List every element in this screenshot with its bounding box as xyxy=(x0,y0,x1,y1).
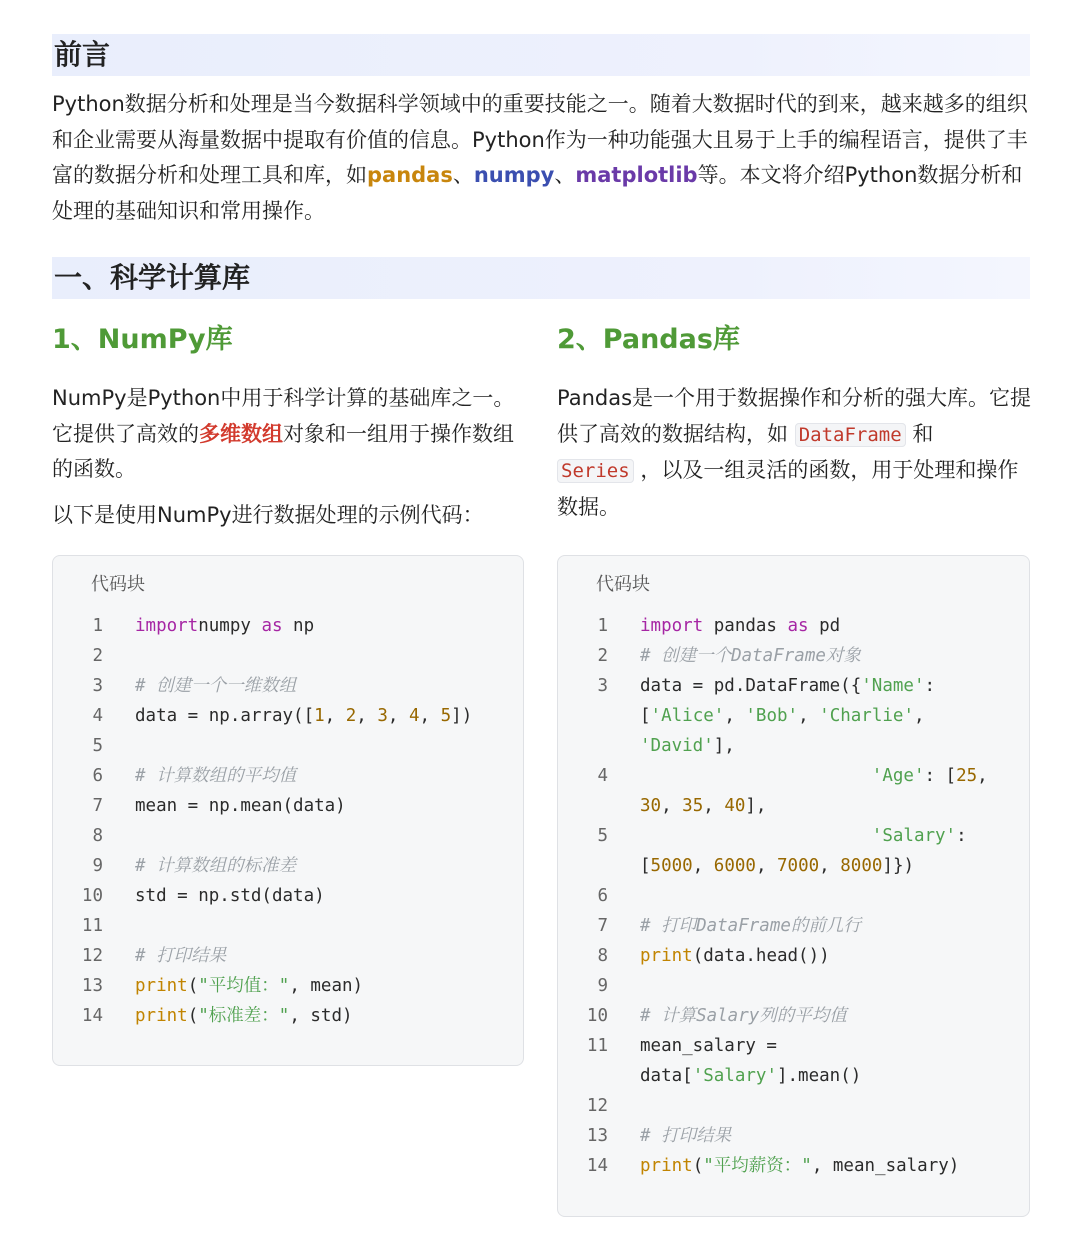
keyword-matplotlib: matplotlib xyxy=(575,163,698,187)
pandas-desc-text-1: Pandas是一个用于数据操作和分析的强大库。它提供了高效的数据结构，如 xyxy=(557,386,1032,446)
code-token: as xyxy=(787,616,809,636)
line-number: 8 xyxy=(597,946,608,966)
code-token: : xyxy=(924,676,936,696)
code-token: 25 xyxy=(956,766,978,786)
code-token: 5000 xyxy=(650,856,693,876)
code-token: # 打印DataFrame的前几行 xyxy=(640,916,861,936)
code-token: ]}) xyxy=(882,856,915,876)
line-number xyxy=(558,701,608,731)
code-text xyxy=(103,881,325,911)
code-token: pandas xyxy=(703,616,788,636)
line-number: 12 xyxy=(586,1096,608,1116)
code-token: , xyxy=(661,796,683,816)
code-token: 'Age' xyxy=(871,766,925,786)
code-token: mean_salary = xyxy=(640,1036,777,1056)
separator: 、 xyxy=(452,163,474,187)
code-token: as xyxy=(261,616,283,636)
line-number: 11 xyxy=(81,916,103,936)
code-text xyxy=(103,761,296,791)
code-text xyxy=(608,971,640,1001)
code-token: 'Salary' xyxy=(692,1066,777,1086)
code-token: , xyxy=(703,796,725,816)
code-text xyxy=(103,611,314,641)
line-number xyxy=(558,731,608,761)
code-text xyxy=(608,1001,847,1031)
numpy-code-block xyxy=(52,555,524,1066)
code-text xyxy=(103,851,296,881)
code-token: 7000 xyxy=(777,856,820,876)
code-token: 8000 xyxy=(840,856,883,876)
code-text xyxy=(103,971,363,1001)
code-token: , xyxy=(387,706,409,726)
line-number: 13 xyxy=(586,1126,608,1146)
code-text xyxy=(608,791,766,821)
code-line xyxy=(558,1061,1029,1091)
code-token: : xyxy=(956,826,967,846)
code-line xyxy=(558,761,1029,791)
code-token: pd xyxy=(808,616,841,636)
code-token: import xyxy=(640,616,704,636)
line-number: 12 xyxy=(81,946,103,966)
code-token: # 创建一个一维数组 xyxy=(135,676,297,696)
pandas-description xyxy=(557,381,1032,525)
line-number: 11 xyxy=(586,1036,608,1056)
pandas-heading: 2、Pandas库 xyxy=(557,324,740,355)
code-text xyxy=(608,911,861,941)
code-text xyxy=(103,791,346,821)
keyword-pandas: pandas xyxy=(367,163,453,187)
code-token: # 计算数组的平均值 xyxy=(135,766,297,786)
pandas-code-block xyxy=(557,555,1030,1217)
numpy-code-lines xyxy=(53,611,523,1031)
line-number: 7 xyxy=(597,916,608,936)
code-line xyxy=(53,821,523,851)
code-line xyxy=(558,971,1029,1001)
code-token: # 计算数组的标准差 xyxy=(135,856,297,876)
code-text xyxy=(608,821,967,851)
code-line xyxy=(53,941,523,971)
code-line xyxy=(558,671,1029,701)
code-token: "标准差：" xyxy=(198,1006,290,1026)
code-block-title: 代码块 xyxy=(91,574,145,595)
code-token: data = pd.DataFrame({ xyxy=(640,676,862,696)
code-token: # 计算Salary列的平均值 xyxy=(640,1006,847,1026)
line-number: 6 xyxy=(597,886,608,906)
code-token: 6000 xyxy=(713,856,756,876)
code-token: numpy xyxy=(198,616,262,636)
code-text xyxy=(608,761,988,791)
section-heading-scientific-libs: 一、科学计算库 xyxy=(52,257,1030,299)
code-token: 'Salary' xyxy=(871,826,957,846)
code-token: (data.head()) xyxy=(692,946,830,966)
code-line xyxy=(558,641,1029,671)
code-line xyxy=(53,761,523,791)
code-token: , xyxy=(798,706,820,726)
code-text xyxy=(103,1001,353,1031)
preface-paragraph xyxy=(52,87,1030,229)
code-token: 5 xyxy=(440,706,452,726)
code-block-title: 代码块 xyxy=(596,574,650,595)
code-line xyxy=(53,1001,523,1031)
line-number: 3 xyxy=(92,676,103,696)
code-token: 40 xyxy=(724,796,746,816)
code-token: print xyxy=(135,1006,188,1026)
code-token: data[ xyxy=(640,1066,693,1086)
code-token: print xyxy=(640,946,693,966)
code-token: std = np.std(data) xyxy=(135,886,325,906)
code-text xyxy=(608,881,640,911)
inline-code-series: Series xyxy=(557,459,634,483)
keyword-multidim-array: 多维数组 xyxy=(199,421,283,446)
code-token: , xyxy=(419,706,441,726)
code-text xyxy=(608,1121,731,1151)
code-line xyxy=(558,731,1029,761)
code-token: 'Alice' xyxy=(650,706,725,726)
code-token: : [ xyxy=(924,766,957,786)
code-text xyxy=(608,611,840,641)
code-token: , xyxy=(977,766,988,786)
line-number: 6 xyxy=(92,766,103,786)
line-number: 5 xyxy=(92,736,103,756)
code-line xyxy=(558,1001,1029,1031)
code-token: import xyxy=(135,616,199,636)
code-text xyxy=(608,941,830,971)
code-text xyxy=(608,851,914,881)
code-text xyxy=(103,641,135,671)
code-line xyxy=(53,971,523,1001)
code-text xyxy=(103,941,226,971)
code-token: , xyxy=(356,706,378,726)
code-line xyxy=(53,791,523,821)
line-number: 3 xyxy=(597,676,608,696)
code-token: , mean) xyxy=(289,976,364,996)
line-number: 14 xyxy=(586,1156,608,1176)
code-token: "平均值：" xyxy=(198,976,290,996)
inline-code-dataframe: DataFrame xyxy=(795,423,906,447)
code-token: ].mean() xyxy=(776,1066,862,1086)
code-line xyxy=(558,701,1029,731)
code-token: , std) xyxy=(289,1006,353,1026)
code-token: 3 xyxy=(377,706,388,726)
code-line xyxy=(558,911,1029,941)
code-token: [ xyxy=(640,706,651,726)
code-token: ( xyxy=(187,1006,199,1026)
code-token: ], xyxy=(713,736,735,756)
pandas-desc-text-3: ，以及一组灵活的函数，用于处理和操作数据。 xyxy=(557,458,1019,519)
preface-text-1: Python数据分析和处理是当今数据科学领域中的重要技能之一。随着大数据时代的到来，越来越多的组织和企业需要从海量数据中提取有价值的信息。Python作为一种功能强大且易于上手的编程语言，提供了丰富的数据分析和处理工具和库，如 xyxy=(52,92,1028,187)
code-token: 'Bob' xyxy=(745,706,799,726)
code-text xyxy=(103,701,472,731)
code-token: , mean_salary) xyxy=(811,1156,960,1176)
line-number: 4 xyxy=(92,706,103,726)
code-line xyxy=(558,1121,1029,1151)
code-line xyxy=(558,1151,1029,1181)
code-line xyxy=(53,641,523,671)
code-token: print xyxy=(135,976,188,996)
code-token: ( xyxy=(187,976,199,996)
code-token: # 打印结果 xyxy=(640,1126,732,1146)
preface-heading: 前言 xyxy=(52,34,1030,76)
code-text xyxy=(103,911,135,941)
code-line xyxy=(558,821,1029,851)
preface-text-2: 等。本文将介绍Python数据分析和处理的基础知识和常用操作。 xyxy=(52,163,1023,223)
line-number xyxy=(558,791,608,821)
code-token: 1 xyxy=(314,706,325,726)
code-token: data = np.array([ xyxy=(135,706,315,726)
code-token: 35 xyxy=(682,796,704,816)
code-line xyxy=(53,611,523,641)
numpy-desc-text-2: 对象和一组用于操作数组的函数。 xyxy=(52,421,514,481)
code-token: , xyxy=(755,856,778,876)
code-line xyxy=(53,851,523,881)
code-text xyxy=(608,641,861,671)
line-number: 13 xyxy=(81,976,103,996)
line-number: 1 xyxy=(597,616,608,636)
code-token: , xyxy=(724,706,746,726)
code-line xyxy=(558,611,1029,641)
code-token: , xyxy=(819,856,841,876)
line-number xyxy=(558,851,608,881)
code-line xyxy=(53,671,523,701)
code-token: print xyxy=(640,1156,693,1176)
code-line xyxy=(558,1031,1029,1061)
code-line xyxy=(53,701,523,731)
line-number: 10 xyxy=(586,1006,608,1026)
code-line xyxy=(558,851,1029,881)
line-number: 1 xyxy=(92,616,103,636)
line-number: 14 xyxy=(81,1006,103,1026)
code-line xyxy=(558,881,1029,911)
code-text xyxy=(608,671,935,701)
code-line xyxy=(558,941,1029,971)
code-line xyxy=(558,1091,1029,1121)
line-number xyxy=(558,1061,608,1091)
code-token: mean = np.mean(data) xyxy=(135,796,346,816)
pandas-code-lines xyxy=(558,611,1029,1181)
code-token: 'Charlie' xyxy=(819,706,914,726)
code-token: ], xyxy=(745,796,767,816)
code-line xyxy=(53,881,523,911)
line-number: 4 xyxy=(597,766,608,786)
code-text xyxy=(608,1091,640,1121)
code-token: ( xyxy=(692,1156,704,1176)
code-token: # 打印结果 xyxy=(135,946,227,966)
line-number: 8 xyxy=(92,826,103,846)
code-text xyxy=(608,1061,861,1091)
line-number: 9 xyxy=(92,856,103,876)
code-token: [ xyxy=(640,856,651,876)
code-token: np xyxy=(282,616,315,636)
pandas-desc-text-2: 和 xyxy=(905,421,934,446)
code-token: 4 xyxy=(409,706,420,726)
numpy-example-intro: 以下是使用NumPy进行数据处理的示例代码： xyxy=(52,503,484,527)
code-text xyxy=(608,1031,777,1061)
code-token: # 创建一个DataFrame对象 xyxy=(640,646,861,666)
code-text xyxy=(608,701,925,731)
line-number: 10 xyxy=(81,886,103,906)
code-line xyxy=(53,731,523,761)
code-token: "平均薪资：" xyxy=(703,1156,812,1176)
code-token xyxy=(640,826,872,846)
line-number: 5 xyxy=(597,826,608,846)
line-number: 7 xyxy=(92,796,103,816)
code-text xyxy=(608,731,735,761)
separator: 、 xyxy=(554,163,576,187)
code-text xyxy=(103,731,135,761)
line-number: 2 xyxy=(597,646,608,666)
code-text xyxy=(103,671,296,701)
code-token: , xyxy=(692,856,714,876)
code-token xyxy=(640,766,872,786)
code-token: 30 xyxy=(640,796,662,816)
code-line xyxy=(53,911,523,941)
code-text xyxy=(608,1151,959,1181)
code-token: , xyxy=(324,706,346,726)
code-token: , xyxy=(913,706,925,726)
line-number: 9 xyxy=(597,976,608,996)
code-token: ]) xyxy=(451,706,473,726)
code-text xyxy=(103,821,135,851)
numpy-heading: 1、NumPy库 xyxy=(52,324,233,355)
code-token: 2 xyxy=(345,706,357,726)
line-number: 2 xyxy=(92,646,103,666)
numpy-description xyxy=(52,381,522,488)
code-token: 'David' xyxy=(640,736,714,756)
code-line xyxy=(558,791,1029,821)
keyword-numpy: numpy xyxy=(473,163,555,187)
numpy-desc-text-1: NumPy是Python中用于科学计算的基础库之一。它提供了高效的 xyxy=(52,386,515,446)
code-token: 'Name' xyxy=(861,676,925,696)
